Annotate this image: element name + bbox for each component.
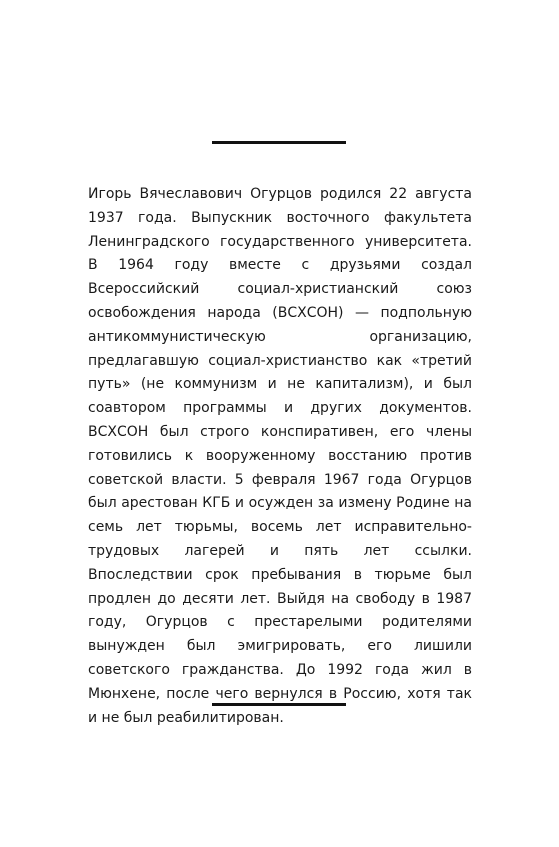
top-divider bbox=[212, 141, 346, 144]
bottom-divider bbox=[212, 703, 346, 706]
biography-paragraph: Игорь Вячеславович Огурцов родился 22 августа 1937 года. Выпускник восточного факультета Ленинградского государственного университета. В 1964 году вместе с друзьями создал Всероссийский социал-христианский союз освобождения народа (ВСХСОН) — подпольную антикоммунистическую организацию, предлагавшую социал-христианство как «третий путь» (не коммунизм и не капитализм), и был соавтором программы и других документов. ВСХСОН был строго конспиративен, его члены готовились к вооруженному восстанию против советской власти. 5 февраля 1967 года Огурцов был арестован КГБ и осужден за измену Родине на семь лет тюрьмы, восемь лет исправительно-трудовых лагерей и пять лет ссылки. Впоследствии срок пребывания в тюрьме был продлен до десяти лет. Выйдя на свободу в 1987 году, Огурцов с престарелыми родителями вынужден был эмигрировать, его лишили советского гражданства. До 1992 года жил в Мюнхене, после чего вернулся в Россию, хотя так и не был реабилитирован. bbox=[88, 186, 472, 726]
